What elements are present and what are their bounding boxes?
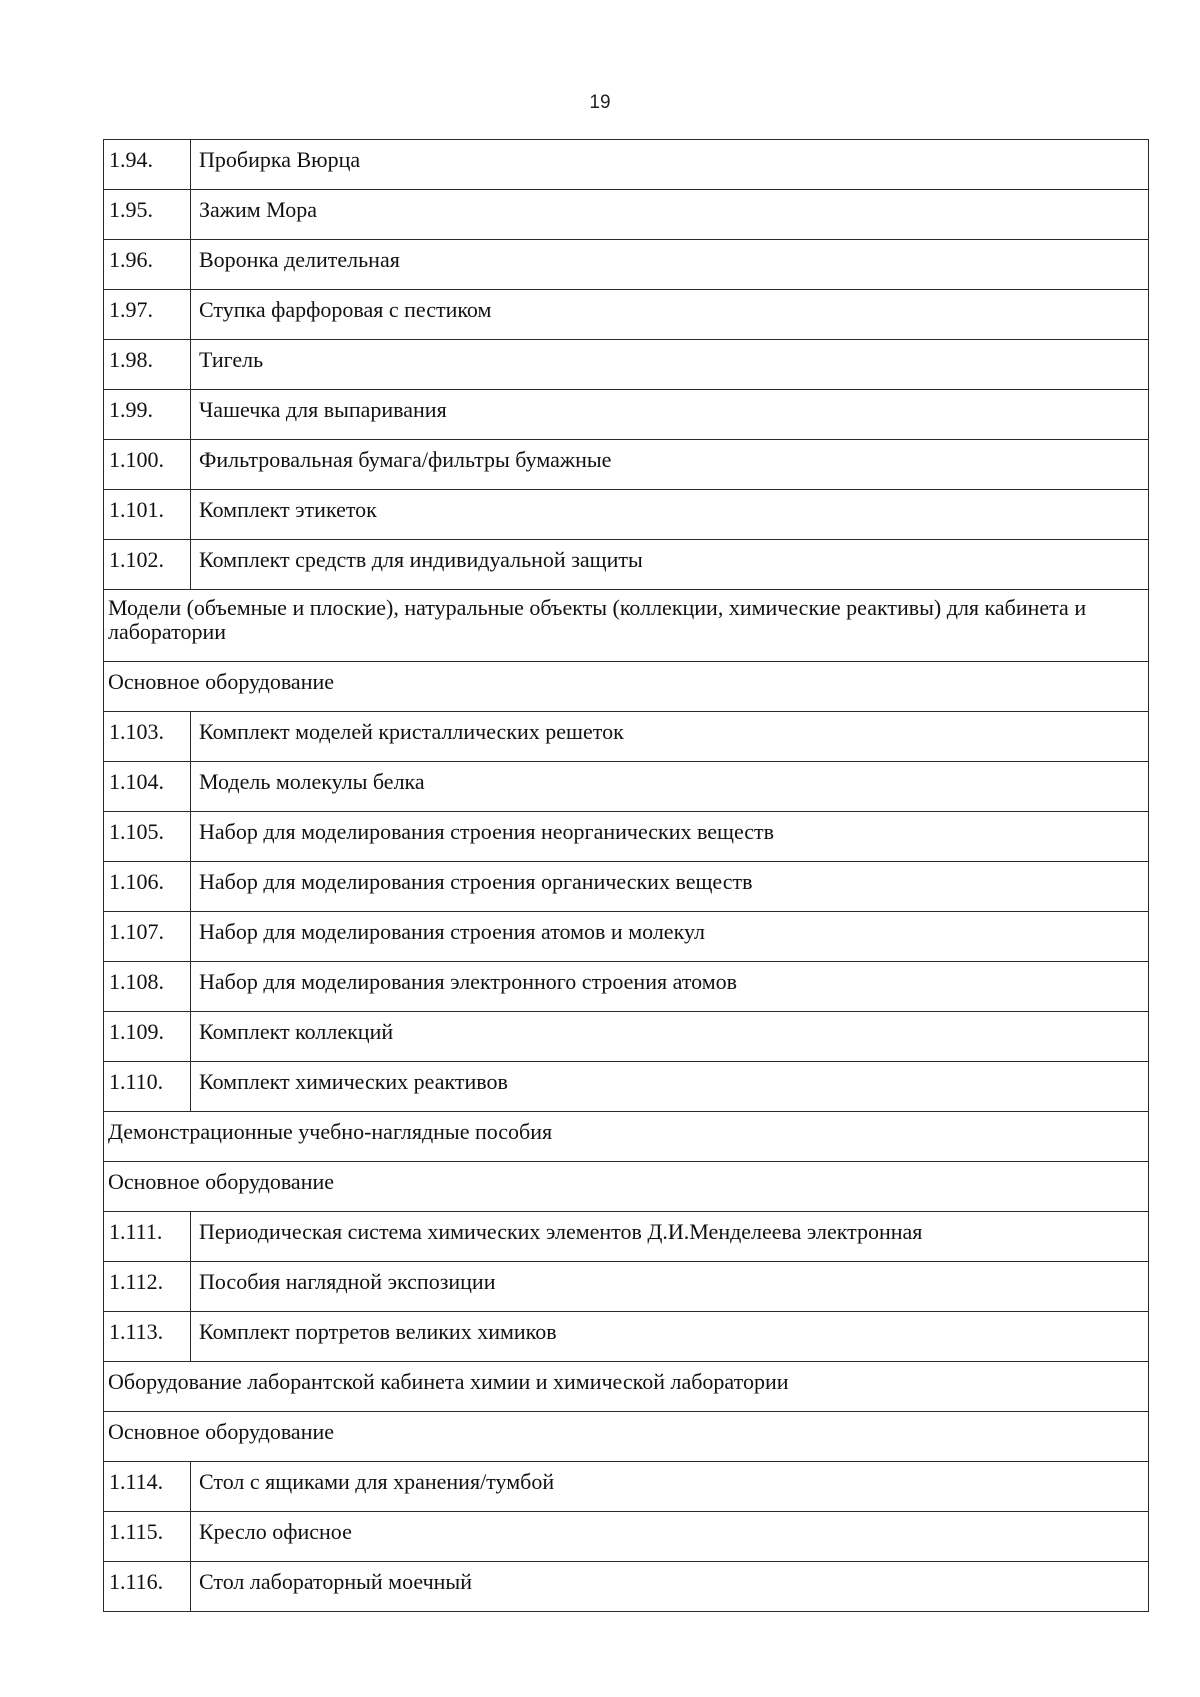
item-name: Пособия наглядной экспозиции	[191, 1262, 1149, 1312]
item-number: 1.100.	[104, 440, 191, 490]
item-name: Комплект коллекций	[191, 1012, 1149, 1062]
item-name: Комплект портретов великих химиков	[191, 1312, 1149, 1362]
item-number: 1.103.	[104, 712, 191, 762]
item-number: 1.112.	[104, 1262, 191, 1312]
item-name: Фильтровальная бумага/фильтры бумажные	[191, 440, 1149, 490]
item-name: Набор для моделирования строения атомов и молекул	[191, 912, 1149, 962]
item-number: 1.107.	[104, 912, 191, 962]
item-number: 1.115.	[104, 1512, 191, 1562]
table-row	[104, 712, 1149, 762]
page-number: 19	[589, 92, 611, 113]
section-header-row	[104, 1412, 1149, 1462]
item-name: Кресло офисное	[191, 1512, 1149, 1562]
section-heading: Оборудование лаборантской кабинета химии и химической лаборатории	[104, 1362, 1149, 1412]
item-number: 1.104.	[104, 762, 191, 812]
item-name: Модель молекулы белка	[191, 762, 1149, 812]
equipment-table	[103, 139, 1149, 1612]
section-header-row	[104, 590, 1149, 662]
section-header-row	[104, 662, 1149, 712]
item-name: Периодическая система химических элементов Д.И.Менделеева электронная	[191, 1212, 1149, 1262]
item-number: 1.110.	[104, 1062, 191, 1112]
subsection-heading: Основное оборудование	[104, 1412, 1149, 1462]
table-row	[104, 1262, 1149, 1312]
item-name: Ступка фарфоровая с пестиком	[191, 290, 1149, 340]
table-row	[104, 762, 1149, 812]
item-number: 1.108.	[104, 962, 191, 1012]
table-row	[104, 1312, 1149, 1362]
item-name: Стол с ящиками для хранения/тумбой	[191, 1462, 1149, 1512]
item-name: Комплект химических реактивов	[191, 1062, 1149, 1112]
subsection-heading: Основное оборудование	[104, 1162, 1149, 1212]
item-name: Пробирка Вюрца	[191, 140, 1149, 190]
table-row	[104, 1012, 1149, 1062]
table-row	[104, 440, 1149, 490]
item-name: Комплект моделей кристаллических решеток	[191, 712, 1149, 762]
item-name: Комплект этикеток	[191, 490, 1149, 540]
table-row	[104, 190, 1149, 240]
item-number: 1.113.	[104, 1312, 191, 1362]
table-row	[104, 862, 1149, 912]
table-row	[104, 1562, 1149, 1612]
item-number: 1.116.	[104, 1562, 191, 1612]
subsection-heading: Основное оборудование	[104, 662, 1149, 712]
table-row	[104, 1212, 1149, 1262]
item-name: Воронка делительная	[191, 240, 1149, 290]
item-name: Набор для моделирования электронного строения атомов	[191, 962, 1149, 1012]
table-row	[104, 140, 1149, 190]
table-row	[104, 290, 1149, 340]
item-name: Набор для моделирования строения неорганических веществ	[191, 812, 1149, 862]
item-number: 1.95.	[104, 190, 191, 240]
table-row	[104, 912, 1149, 962]
item-number: 1.114.	[104, 1462, 191, 1512]
table-row	[104, 1062, 1149, 1112]
section-header-row	[104, 1162, 1149, 1212]
item-number: 1.105.	[104, 812, 191, 862]
table-row	[104, 540, 1149, 590]
table-row	[104, 812, 1149, 862]
item-number: 1.102.	[104, 540, 191, 590]
table-row	[104, 1512, 1149, 1562]
item-number: 1.94.	[104, 140, 191, 190]
section-heading: Демонстрационные учебно-наглядные пособия	[104, 1112, 1149, 1162]
item-number: 1.97.	[104, 290, 191, 340]
table-row	[104, 340, 1149, 390]
item-name: Комплект средств для индивидуальной защиты	[191, 540, 1149, 590]
item-name: Тигель	[191, 340, 1149, 390]
item-name: Чашечка для выпаривания	[191, 390, 1149, 440]
table-row	[104, 490, 1149, 540]
item-number: 1.101.	[104, 490, 191, 540]
item-number: 1.109.	[104, 1012, 191, 1062]
table-row	[104, 240, 1149, 290]
item-number: 1.99.	[104, 390, 191, 440]
item-name: Набор для моделирования строения органических веществ	[191, 862, 1149, 912]
item-name: Стол лабораторный моечный	[191, 1562, 1149, 1612]
item-number: 1.98.	[104, 340, 191, 390]
section-heading: Модели (объемные и плоские), натуральные объекты (коллекции, химические реактивы) для кабинета и лаборатории	[104, 590, 1149, 662]
table-row	[104, 390, 1149, 440]
item-number: 1.96.	[104, 240, 191, 290]
item-number: 1.111.	[104, 1212, 191, 1262]
section-header-row	[104, 1112, 1149, 1162]
table-row	[104, 962, 1149, 1012]
section-header-row	[104, 1362, 1149, 1412]
table-row	[104, 1462, 1149, 1512]
item-number: 1.106.	[104, 862, 191, 912]
item-name: Зажим Мора	[191, 190, 1149, 240]
